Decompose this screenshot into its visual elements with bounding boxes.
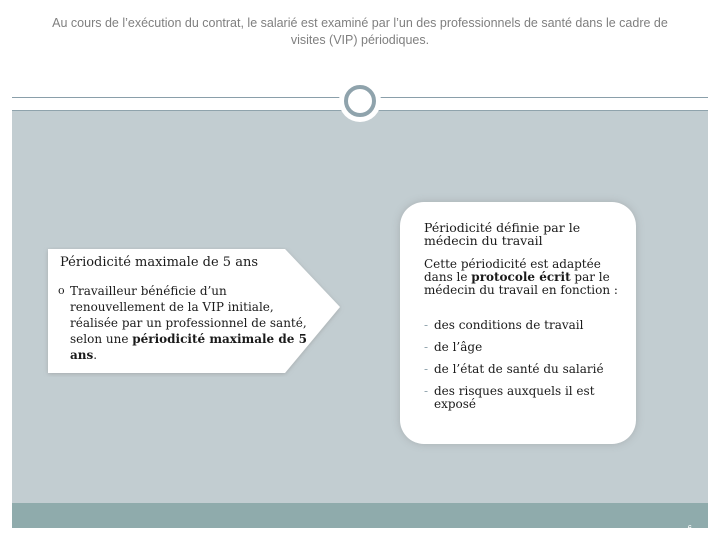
footer-bar: [12, 503, 708, 528]
list-item: [424, 385, 624, 411]
list-item-text: de l’état de santé du salarié: [434, 362, 604, 376]
left-callout-item: [60, 283, 310, 363]
right-desc-bold: protocole écrit: [471, 270, 571, 284]
left-item-bold: périodicité maximale de 5 ans: [70, 332, 307, 362]
left-callout-title: Périodicité maximale de 5 ans: [60, 255, 258, 270]
right-callout-title: Périodicité définie par le médecin du travail: [424, 220, 581, 248]
left-callout-content: [60, 255, 310, 363]
right-desc-end: par le médecin du travail en fonction :: [424, 270, 618, 297]
dash-bullet-icon: -: [424, 340, 429, 354]
ring-inner: [344, 85, 376, 117]
right-desc-text: Cette périodicité est adaptée dans le: [424, 257, 601, 284]
dash-bullet-icon: -: [424, 362, 429, 376]
dash-bullet-icon: -: [424, 384, 429, 398]
left-callout: [40, 247, 370, 377]
right-callout-description: [424, 258, 624, 297]
list-item: [424, 363, 624, 376]
criteria-list: [424, 319, 624, 420]
ring-icon: [339, 80, 381, 122]
list-item: [424, 341, 624, 354]
page-number: 6: [687, 524, 692, 533]
left-item-text: Travailleur bénéficie d’un renouvellement de la VIP initiale, réalisée par un professionnel de santé, selon une: [70, 284, 307, 346]
circle-bullet-icon: o: [58, 284, 65, 297]
list-item-text: de l’âge: [434, 340, 483, 354]
header-text: Au cours de l’exécution du contrat, le salarié est examiné par l’un des professionnels de santé dans le cadre de visites (VIP) périodiques.: [52, 16, 668, 47]
list-item-text: des conditions de travail: [434, 318, 584, 332]
list-item-text: des risques auxquels il est exposé: [434, 384, 595, 411]
list-item: [424, 319, 624, 332]
left-item-end: .: [93, 348, 98, 362]
right-callout: [400, 202, 636, 444]
dash-bullet-icon: -: [424, 318, 429, 332]
